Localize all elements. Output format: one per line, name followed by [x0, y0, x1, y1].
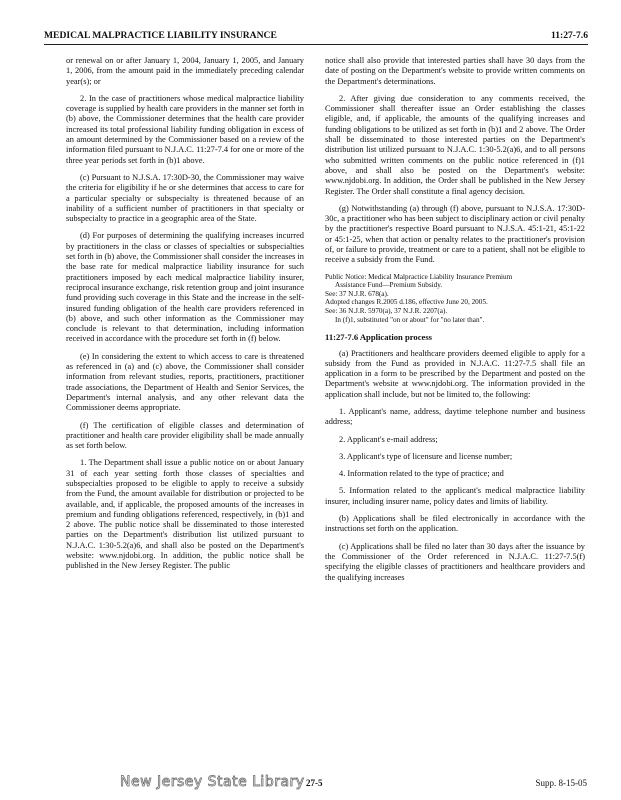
supplement-date: Supp. 8-15-05	[535, 778, 587, 788]
list-item: 4. Information related to the type of practice; and	[339, 469, 504, 479]
header-title: MEDICAL MALPRACTICE LIABILITY INSURANCE	[44, 30, 277, 41]
public-notice-history	[325, 273, 585, 325]
notice-line: Adopted changes R.2005 d.186, effective June 20, 2005.	[325, 298, 488, 307]
paragraph: or renewal on or after January 1, 2004, January 1, 2005, and January 1, 2006, from the amount paid in the immediately preceding calendar year(s); or	[66, 56, 304, 86]
notice-line: See: 37 N.J.R. 678(a).	[325, 289, 389, 298]
paragraph: (e) In considering the extent to which access to care is threatened as referenced in (a) and (c) above, the Commissioner shall consider information from relevant studies, reports, practitioners, practitioner trade associations, the Department of Health and Senior Services, the Department's internal analysis, and any other relevant data the Commissioner deems appropriate.	[66, 351, 304, 413]
list-item: 1. Applicant's name, address, daytime telephone number and business address;	[325, 406, 585, 427]
paragraph: 1. The Department shall issue a public notice on or about January 31 of each year setting forth those classes of specialties and subspecialties proposed to be eligible to apply to receive a subsidy from the Fund, the amount available for distribution or projected to be available, and, if applicable, the proposed amounts of the increases in premium and funding obligations referenced, respectively, in (b)1 and 2 above. The public notice shall be disseminated to those interested parties on the Department's distribution list utilized pursuant to N.J.A.C. 1:30-5.2(a)6, and shall also be posted on the Department's website: www.njdobi.org. In addition, the public notice shall be published in the New Jersey Register. The public	[66, 458, 304, 571]
left-column	[66, 56, 304, 579]
notice-line: In (f)1, substituted "on or about" for "no later than".	[335, 315, 485, 324]
paragraph: (c) Pursuant to N.J.S.A. 17:30D-30, the Commissioner may waive the criteria for eligibility if he or she determines that access to care for a particular specialty or subspecialty is threatened because of an inability of a sufficient number of practitioners in that specialty or subspecialty to practice in a geographic area of the State.	[66, 172, 304, 224]
section-heading: 11:27-7.6 Application process	[325, 332, 433, 343]
paragraph: (a) Practitioners and healthcare providers deemed eligible to apply for a subsidy from the Fund as provided in N.J.A.C. 11:27-7.5 shall file an application in a form to be prescribed by the Department and posted on the Department's website at www.njdobi.org. The information provided in the application shall include, but not be limited to, the following:	[325, 348, 585, 399]
notice-line: Assistance Fund—Premium Subsidy.	[335, 281, 443, 290]
page-footer	[0, 774, 621, 792]
header-section-number: 11:27-7.6	[550, 30, 588, 41]
paragraph: (d) For purposes of determining the qualifying increases incurred by practitioners in the class or classes of specialties or subspecialties set forth in (b) above, the Commissioner shall consider the increases in the base rate for medical malpractice liability insurance for such practitioners imposed by each medical malpractice liability insurer, reciprocal insurance exchange, risk retention group and joint insurance fund providing such coverage in this State and the increase in the self-insured funding obligation of the health care providers referenced in (b) above, and such other information as the Commissioner may conclude is relevant to that determination, including information received in accordance with the procedure set forth in (f) below.	[66, 231, 304, 344]
list-item: 3. Applicant's type of licensure and license number;	[339, 451, 513, 461]
paragraph: (c) Applications shall be filed no later than 30 days after the issuance by the Commissioner of the Order referenced in N.J.A.C. 11:27-7.5(f) specifying the eligible classes of practitioners and healthcare providers and the qualifying increases	[325, 541, 585, 582]
right-column	[325, 56, 585, 590]
paragraph: (f) The certification of eligible classes and determination of practitioner and health care provider eligibility shall be made annually as set forth below.	[66, 420, 304, 451]
list-item: 5. Information related to the applicant's medical malpractice liability insurer, including insurer name, policy dates and limits of liability.	[325, 486, 585, 506]
notice-line: See: 36 N.J.R. 5970(a), 37 N.J.R. 2207(a).	[325, 307, 448, 316]
paragraph: notice shall also provide that interested parties shall have 30 days from the date of posting on the Department's website to provide written comments on the Department's determinations.	[325, 56, 585, 86]
paragraph: (b) Applications shall be filed electronically in accordance with the instructions set forth on the application.	[325, 514, 585, 534]
running-header	[44, 30, 588, 45]
paragraph: 2. After giving due consideration to any comments received, the Commissioner shall thereafter issue an Order establishing the classes eligible, and, if applicable, the amounts of the qualifying increases and funding obligations to be utilized as set forth in (b)1 and 2 above. The Order shall be disseminated to those interested parties on the Department's distribution list utilized pursuant to N.J.A.C. 1:30-5.2(a)6, and to all persons who submitted written comments on the public notice referenced in (f)1 above, and shall also be posted on the Department's website: www.njdobi.org. In addition, the Order shall be published in the New Jersey Register. The Order shall constitute a final agency decision.	[325, 93, 585, 196]
paragraph: 2. In the case of practitioners whose medical malpractice liability coverage is supplied by health care providers in the manner set forth in (b) above, the Commissioner determines that the health care provider increased its total professional liability funding obligation in excess of an amount determined by the Commissioner based on a review of the information filed pursuant to N.J.A.C. 11:27-7.4 for one or more of the three year periods set forth in (b)1 above.	[66, 93, 304, 165]
list-item: 2. Applicant's e-mail address;	[339, 434, 438, 444]
page-number: 27-5	[306, 778, 323, 788]
library-watermark: New Jersey State Library	[120, 774, 305, 790]
paragraph: (g) Notwithstanding (a) through (f) above, pursuant to N.J.S.A. 17:30D-30c, a practitioner who has been subject to disciplinary action or civil penalty by the practitioner's respective Board pursuant to N.J.S.A. 45:1-21, 45:1-22 or 45:1-25, when that action or penalty relates to the practitioner's provision of, or failure to provide, treatment or care to a patient, shall not be eligible to receive a subsidy from the Fund.	[325, 203, 585, 265]
notice-line: Public Notice: Medical Malpractice Liability Insurance Premium	[325, 272, 513, 281]
